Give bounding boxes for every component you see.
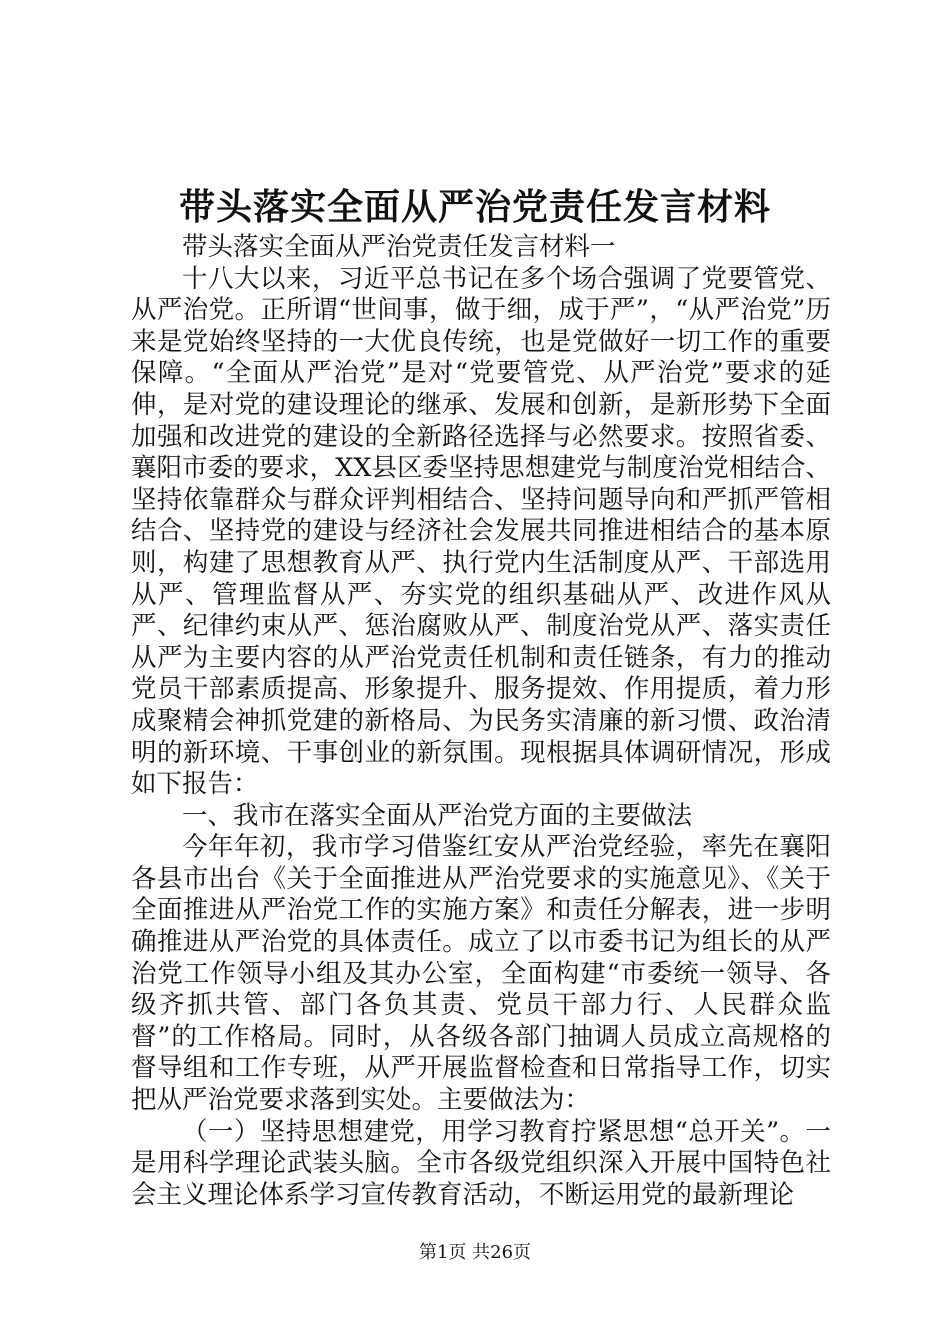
body-paragraph: 十八大以来，习近平总书记在多个场合强调了党要管党、从严治党。正所谓“世间事，做于细，成于严”，“从严治党”历来是党始终坚持的一大优良传统，也是党做好一切工作的重要保障。“全面从严治党”是对“党要管党、从严治党”要求的延伸，是对党的建设理论的继承、发展和创新，是新形势下全面加强和改进党的建设的全新路径选择与必然要求。按照省委、襄阳市委的要求，XX县区委坚持思想建党与制度治党相结合、坚持依靠群众与群众评判相结合、坚持问题导向和严抓严管相结合、坚持党的建设与经济社会发展共同推进相结合的基本原则，构建了思想教育从严、执行党内生活制度从严、干部选用从严、管理监督从严、夯实党的组织基础从严、改进作风从严、纪律约束从严、惩治腐败从严、制度治党从严、落实责任从严为主要内容的从严治党责任机制和责任链条，有力的推动党员干部素质提高、形象提升、服务提效、作用提质，着力形成聚精会神抓党建的新格局、为民务实清廉的新习惯、政治清明的新环境、干事创业的新氛围。现根据具体调研情况，形成如下报告： [131, 263, 831, 800]
subtitle-paragraph: 带头落实全面从严治党责任发言材料一 [182, 232, 616, 262]
section-heading: 一、我市在落实全面从严治党方面的主要做法 [182, 800, 693, 831]
body-paragraph: （一）坚持思想建党，用学习教育拧紧思想“总开关”。一是用科学理论武装头脑。全市各级党组织深入开展中国特色社会主义理论体系学习宣传教育活动，不断运用党的最新理论 [131, 1116, 831, 1210]
body-paragraph: 今年年初，我市学习借鉴红安从严治党经验，率先在襄阳各县市出台《关于全面推进从严治党要求的实施意见》、《关于全面推进从严治党工作的实施方案》和责任分解表，进一步明确推进从严治党的具体责任。成立了以市委书记为组长的从严治党工作领导小组及其办公室，全面构建“市委统一领导、各级齐抓共管、部门各负其责、党员干部力行、人民群众监督”的工作格局。同时，从各级各部门抽调人员成立高规格的督导组和工作专班，从严开展监督检查和日常指导工作，切实把从严治党要求落到实处。主要做法为： [131, 832, 831, 1116]
page-number-footer: 第1页 共26页 [418, 1242, 532, 1263]
document-body [131, 232, 831, 1211]
document-title: 带头落实全面从严治党责任发言材料 [178, 186, 771, 228]
